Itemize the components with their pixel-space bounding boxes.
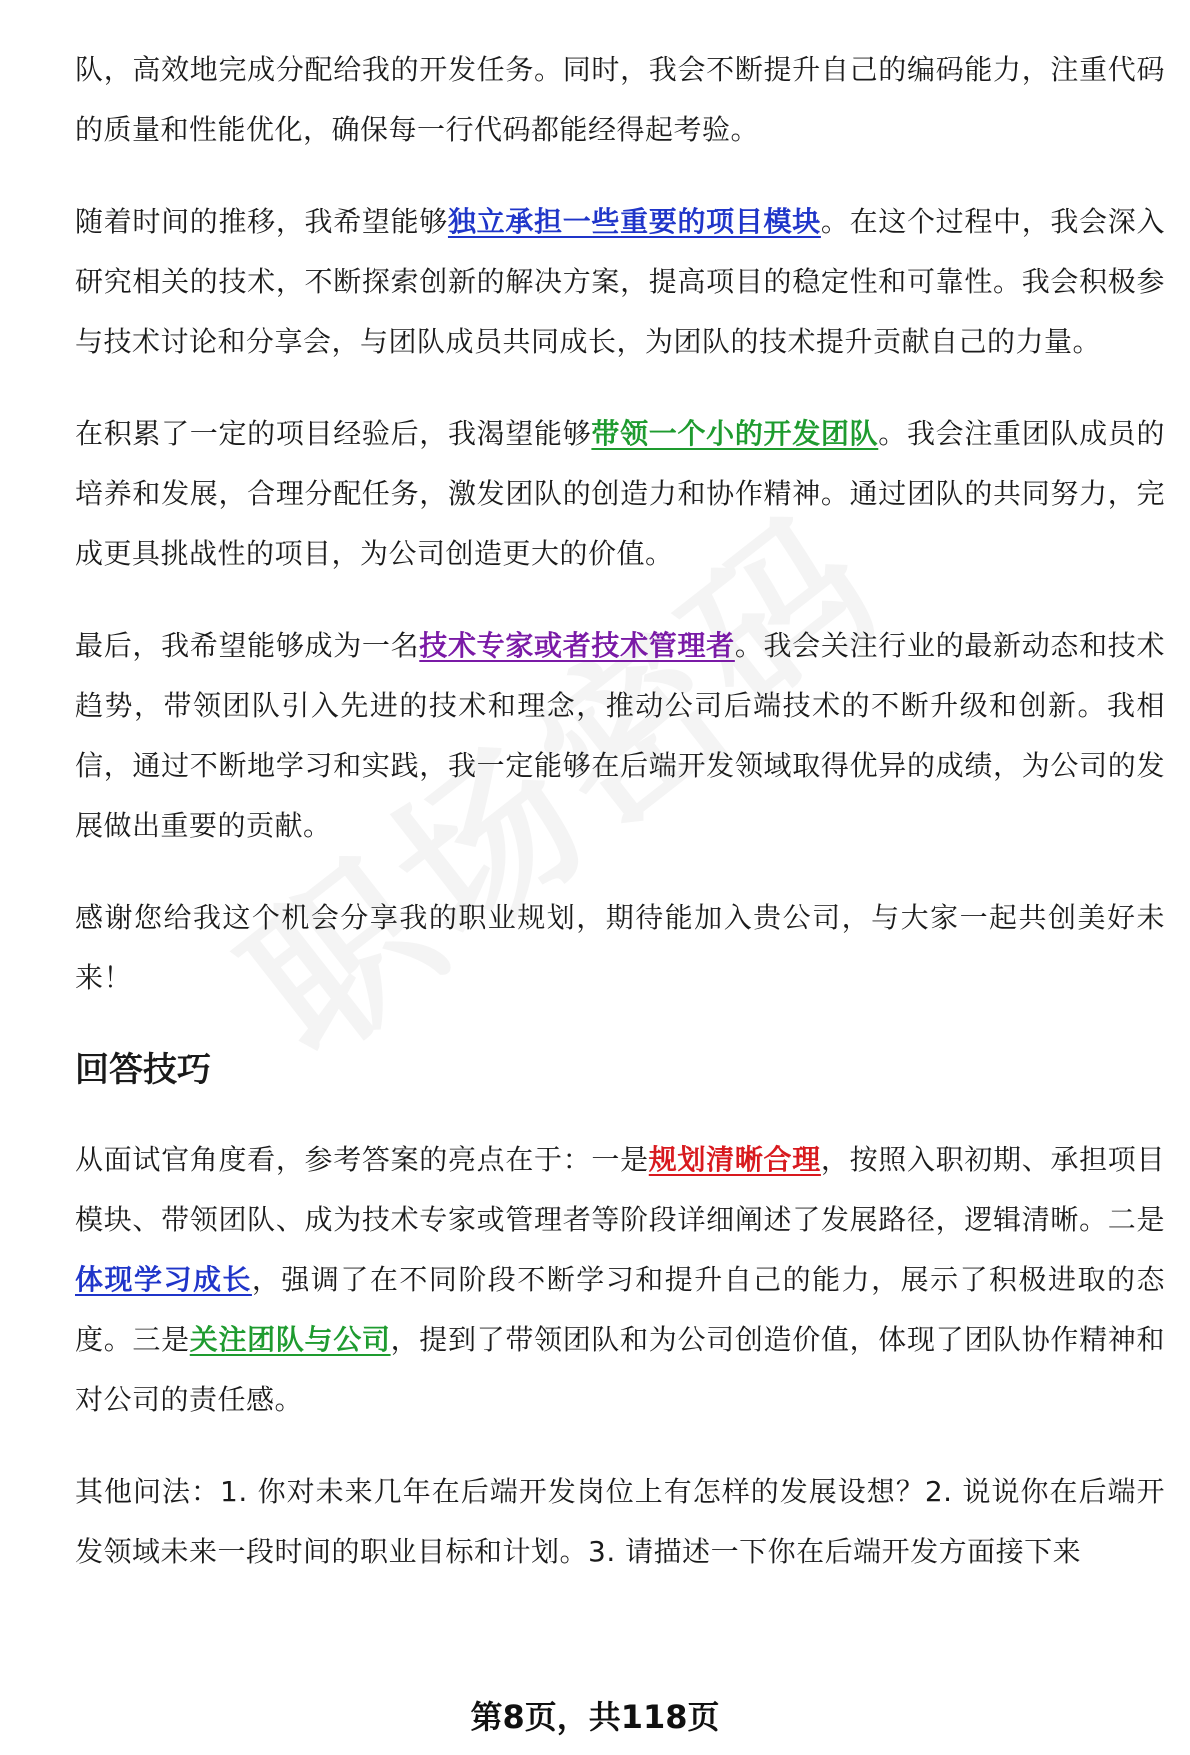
paragraph-2-text-before: 随着时间的推移，我希望能够 — [75, 205, 448, 238]
tips-paragraph — [75, 1130, 1165, 1430]
highlight-learning-growth: 体现学习成长 — [75, 1263, 252, 1296]
tips-text-1: 从面试官角度看，参考答案的亮点在于：一是 — [75, 1143, 649, 1176]
highlight-independent-modules: 独立承担一些重要的项目模块 — [447, 205, 821, 238]
highlight-team-company: 关注团队与公司 — [189, 1323, 391, 1356]
paragraph-3-text-before: 在积累了一定的项目经验后，我渴望能够 — [75, 417, 592, 450]
paragraph-3-text-after: 。我会注重团队成员的培养和发展，合理分配任务，激发团队的创造力和协作精神。通过团队的共同努力，完成更具挑战性的项目，为公司创造更大的价值。 — [75, 417, 1165, 570]
page-content — [75, 40, 1165, 1614]
paragraph-2 — [75, 192, 1165, 372]
other-questions-paragraph: 其他问法：1. 你对未来几年在后端开发岗位上有怎样的发展设想？2. 说说你在后端开发领域未来一段时间的职业目标和计划。3. 请描述一下你在后端开发方面接下来 — [75, 1475, 1165, 1568]
paragraph-3 — [75, 404, 1165, 584]
paragraph-1: 队，高效地完成分配给我的开发任务。同时，我会不断提升自己的编码能力，注重代码的质量和性能优化，确保每一行代码都能经得起考验。 — [75, 53, 1165, 146]
page-number-footer: 第8页，共118页 — [470, 1698, 720, 1736]
paragraph-4 — [75, 616, 1165, 856]
paragraph-5: 感谢您给我这个机会分享我的职业规划，期待能加入贵公司，与大家一起共创美好未来！ — [75, 901, 1165, 994]
paragraph-4-text-after: 。我会关注行业的最新动态和技术趋势，带领团队引入先进的技术和理念，推动公司后端技术的不断升级和创新。我相信，通过不断地学习和实践，我一定能够在后端开发领域取得优异的成绩，为公司的发展做出重要的贡献。 — [75, 629, 1165, 842]
paragraph-4-text-before: 最后，我希望能够成为一名 — [75, 629, 420, 662]
tips-text-4: ，提到了带领团队和为公司创造价值，体现了团队协作精神和对公司的责任感。 — [75, 1323, 1165, 1416]
highlight-tech-expert: 技术专家或者技术管理者 — [419, 629, 735, 662]
highlight-lead-team: 带领一个小的开发团队 — [591, 417, 879, 450]
highlight-clear-plan: 规划清晰合理 — [648, 1143, 821, 1176]
paragraph-2-text-after: 。在这个过程中，我会深入研究相关的技术，不断探索创新的解决方案，提高项目的稳定性和可靠性。我会积极参与技术讨论和分享会，与团队成员共同成长，为团队的技术提升贡献自己的力量。 — [75, 205, 1165, 358]
tips-text-2: ，按照入职初期、承担项目模块、带领团队、成为技术专家或管理者等阶段详细阐述了发展路径，逻辑清晰。二是 — [75, 1143, 1165, 1236]
section-heading: 回答技巧 — [75, 1050, 211, 1090]
tips-text-3: ，强调了在不同阶段不断学习和提升自己的能力，展示了积极进取的态度。三是 — [75, 1263, 1165, 1356]
